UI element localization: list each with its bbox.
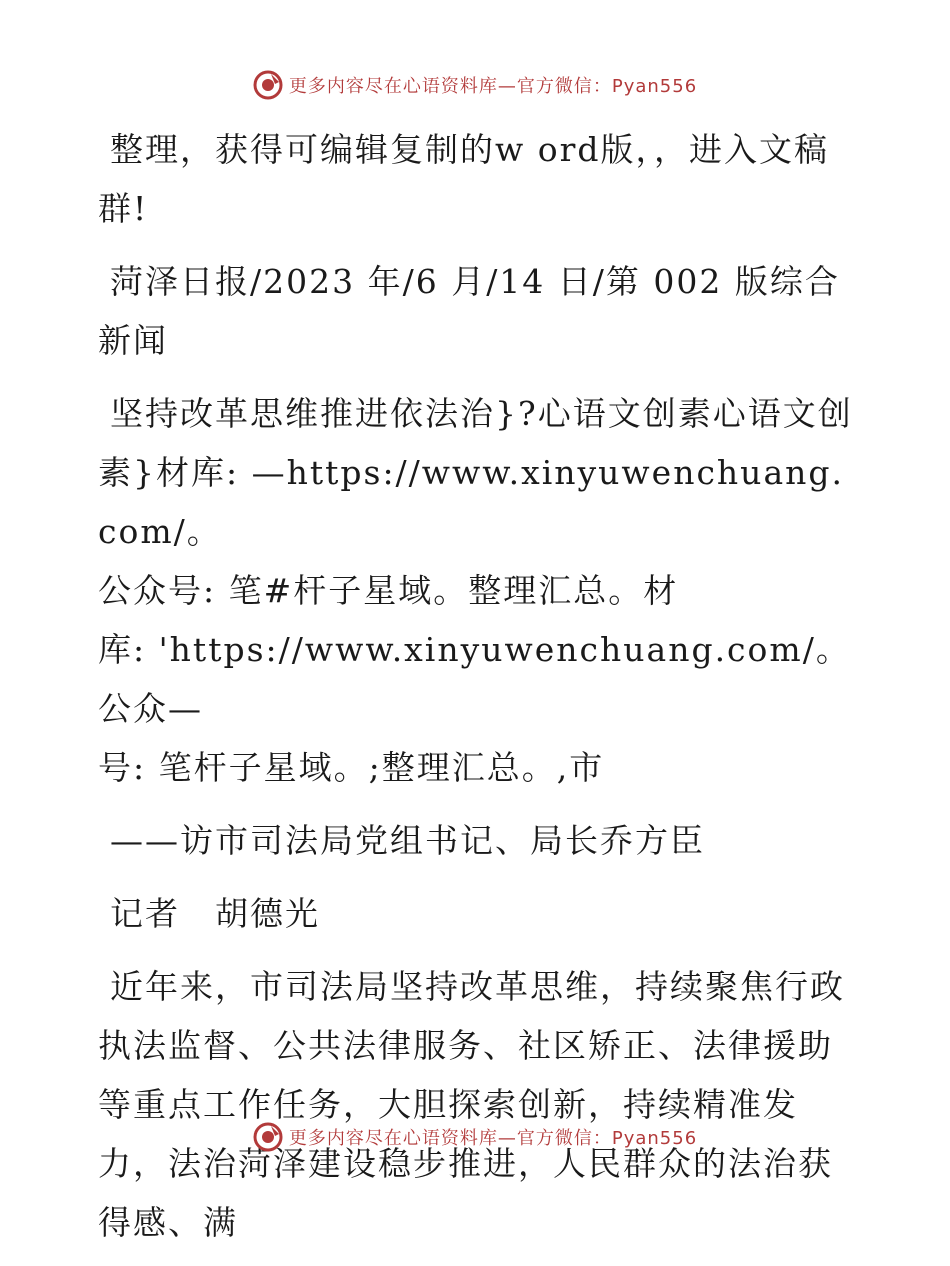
paragraph-6: 近年来，市司法局坚持改革思维，持续聚焦行政执法监督、公共法律服务、社区矫正、法律援助等重点工作任务，大胆探索创新，持续精准发力，法治菏泽建设稳步推进，人民群众的法治获得感、满 [98,967,845,1242]
brand-logo-icon [253,1122,283,1152]
paragraph-3c: 库: 'https://www.xinyuwenchuang.com/。公众— [98,630,851,728]
footer-banner-label: 官方微信： [516,1128,612,1149]
header-banner-wechat: Pyan556 [611,76,698,97]
header-banner-label: 官方微信： [516,76,612,97]
footer-banner-sep: — [497,1128,517,1149]
paragraph-3a: 坚持改革思维推进依法治}?心语文创素心语文创素}材库: —https://www.xinyuwenchuang.com/。 [98,394,853,551]
document-body [98,120,858,1266]
paragraph-5: 记者 胡德光 [110,894,320,933]
paragraph-2: 菏泽日报/2023 年/6 月/14 日/第 002 版综合新闻 [98,262,840,360]
paragraph-3d: 号: 笔杆子星域。;整理汇总。,市 [98,748,605,787]
header-banner-title: 更多内容尽在心语资料库 [288,76,498,97]
header-banner-text [289,72,697,98]
brand-logo-icon [253,70,283,100]
paragraph-1: 整理，获得可编辑复制的w ord版，，进入文稿群! [98,130,830,228]
footer-banner-title: 更多内容尽在心语资料库 [288,1128,498,1149]
footer-banner-wechat: Pyan556 [611,1128,698,1149]
header-banner [0,70,950,100]
header-banner-sep: — [497,76,517,97]
paragraph-3b: 公众号: 笔#杆子星域。整理汇总。材 [98,571,679,610]
paragraph-4: ——访市司法局党组书记、局长乔方臣 [110,821,705,860]
footer-banner-text [289,1124,697,1150]
footer-banner [0,1122,950,1152]
